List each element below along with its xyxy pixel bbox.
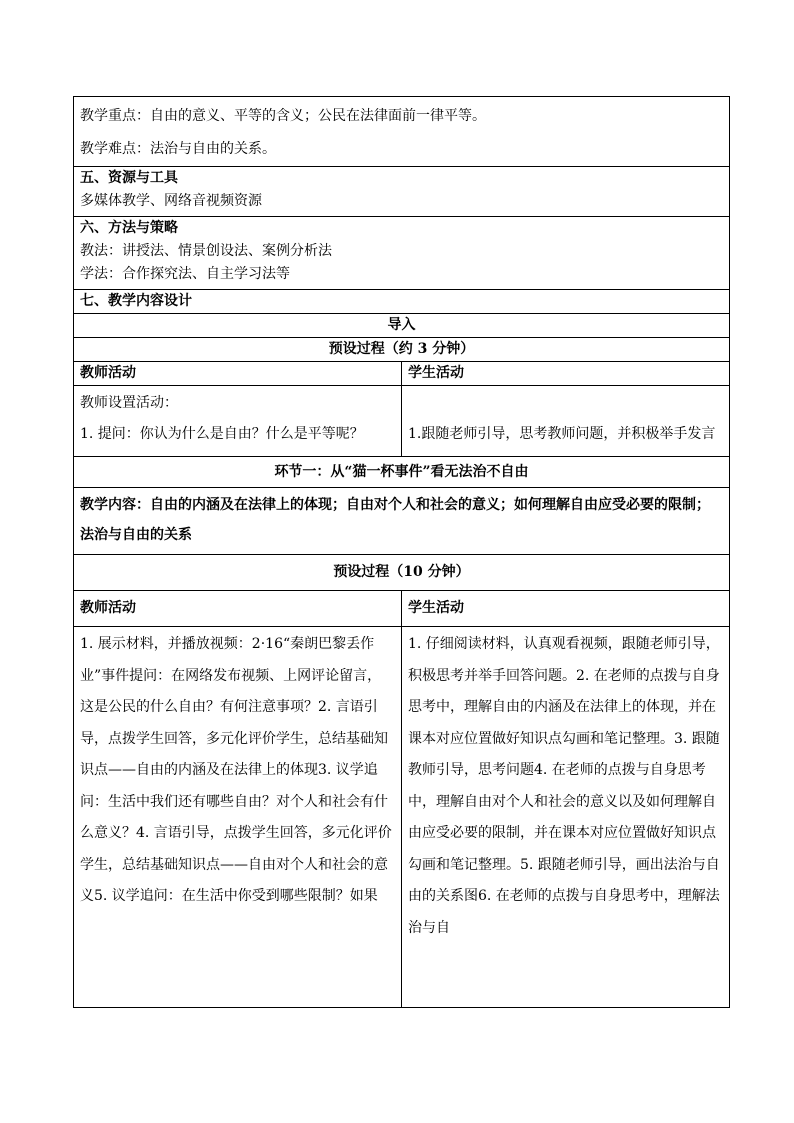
section1-teacher-header: 教师活动 bbox=[74, 591, 402, 627]
section1-activity-row bbox=[74, 627, 730, 1008]
section5-title: 五、资源与工具 bbox=[80, 170, 178, 186]
section5-body: 多媒体教学、网络音视频资源 bbox=[80, 193, 262, 209]
intro-teacher-line: 1. 提问：你认为什么是自由？什么是平等呢？ bbox=[80, 426, 364, 442]
section7-row bbox=[74, 290, 730, 314]
section1-content-row bbox=[74, 488, 730, 555]
section1-process: 预设过程（10 分钟） bbox=[74, 555, 730, 591]
lesson-plan-table bbox=[73, 96, 730, 1008]
section1-title-row bbox=[74, 457, 730, 488]
intro-title: 导入 bbox=[74, 314, 730, 338]
section7-title: 七、教学内容设计 bbox=[80, 293, 192, 309]
intro-activity-row bbox=[74, 386, 730, 457]
section1-content: 教学内容：自由的内涵及在法律上的体现；自由对个人和社会的意义；如何理解自由应受必要的限制；法治与自由的关系 bbox=[74, 488, 730, 555]
intro-student-activity bbox=[402, 386, 730, 457]
section6-learning-methods: 学法：合作探究法、自主学习法等 bbox=[80, 266, 290, 282]
intro-header-row bbox=[74, 362, 730, 386]
section6-row bbox=[74, 217, 730, 290]
section6-title: 六、方法与策略 bbox=[80, 220, 178, 236]
intro-process: 预设过程（约 3 分钟） bbox=[74, 338, 730, 362]
intro-teacher-header: 教师活动 bbox=[74, 362, 402, 386]
difficult-points-text: 教学难点：法治与自由的关系。 bbox=[80, 141, 276, 157]
section5-row bbox=[74, 167, 730, 217]
key-points-row bbox=[74, 97, 730, 167]
section1-title: 环节一：从“猫一杯事件”看无法治不自由 bbox=[74, 457, 730, 488]
intro-student-text: 1.跟随老师引导，思考教师问题，并积极举手发言 bbox=[408, 426, 716, 442]
intro-process-row bbox=[74, 338, 730, 362]
intro-student-header: 学生活动 bbox=[402, 362, 730, 386]
intro-teacher-activity bbox=[74, 386, 402, 457]
intro-title-row bbox=[74, 314, 730, 338]
section1-student-text: 1. 仔细阅读材料，认真观看视频，跟随老师引导，积极思考并举手回答问题。2. 在老师的点拨与自身思考中，理解自由的内涵及在法律上的体现，并在课本对应位置做好知识点勾画和笔记整理。3. 跟随教师引导，思考问题4. 在老师的点拨与自身思考中，理解自由对个人和社会的意义以及如何理解自由应受必要的限制，并在课本对应位置做好知识点勾画和笔记整理。5. 跟随老师引导，画出法治与自由的关系图6. 在老师的点拨与自身思考中，理解法治与自 bbox=[408, 636, 720, 936]
section1-student-header: 学生活动 bbox=[402, 591, 730, 627]
section1-teacher-activity bbox=[74, 627, 402, 1008]
section1-process-row bbox=[74, 555, 730, 591]
section6-teaching-methods: 教法：讲授法、情景创设法、案例分析法 bbox=[80, 243, 332, 259]
key-points-text: 教学重点：自由的意义、平等的含义；公民在法律面前一律平等。 bbox=[80, 108, 486, 124]
intro-teacher-line: 教师设置活动： bbox=[80, 395, 178, 411]
section1-header-row bbox=[74, 591, 730, 627]
section1-student-activity bbox=[402, 627, 730, 1008]
section1-teacher-text: 1. 展示材料，并播放视频：2·16“秦朗巴黎丢作业”事件提问：在网络发布视频、上网评论留言，这是公民的什么自由？有何注意事项？2. 言语引导，点拨学生回答，多元化评价学生，总结基础知识点——自由的内涵及在法律上的体现3. 议学追问：生活中我们还有哪些自由？对个人和社会有什么意义？4. 言语引导，点拨学生回答，多元化评价学生，总结基础知识点——自由对个人和社会的意义5. 议学追问：在生活中你受到哪些限制？如果 bbox=[80, 636, 392, 904]
